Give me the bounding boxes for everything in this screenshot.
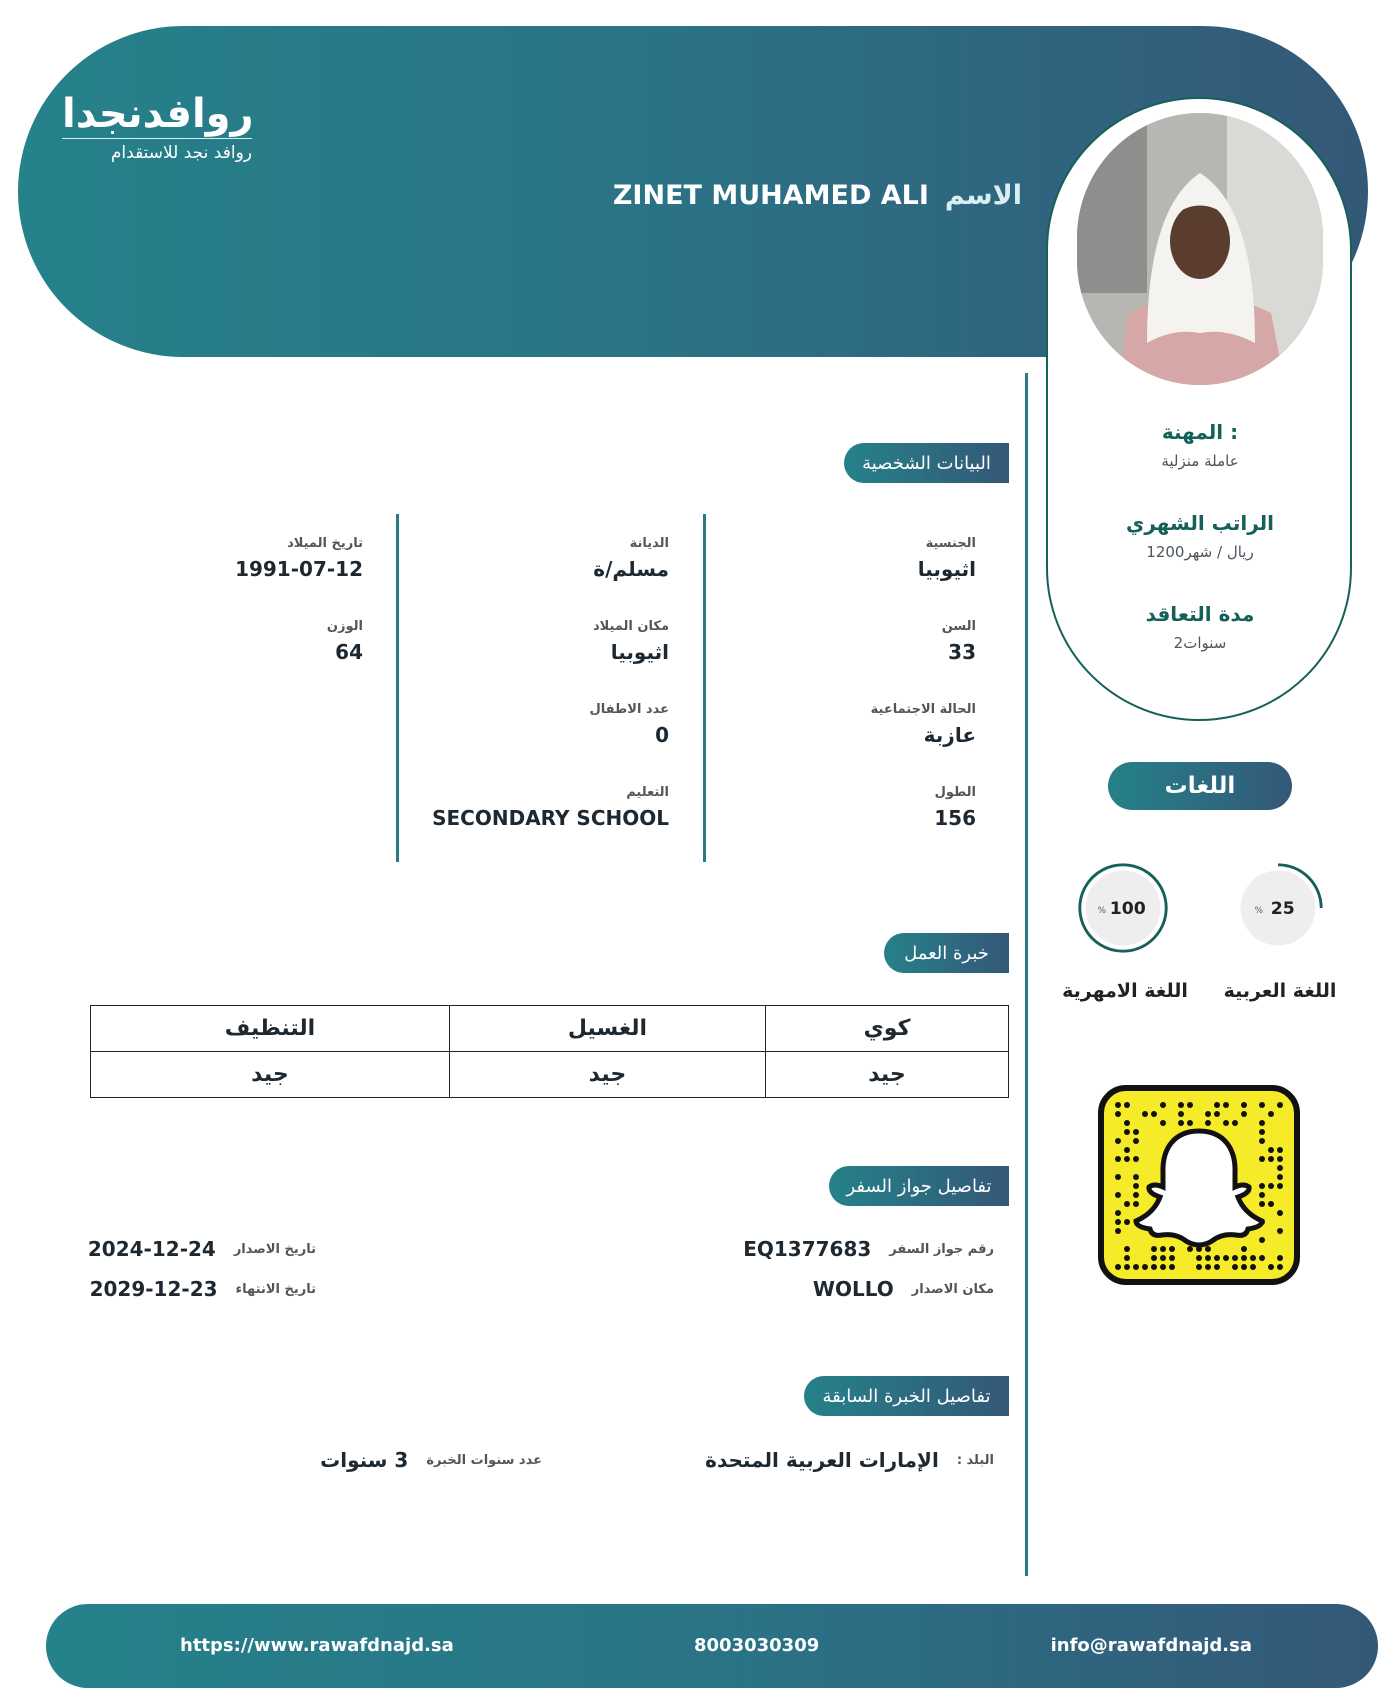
children-count-value: 0 (655, 723, 669, 747)
vertical-divider (1025, 373, 1028, 1576)
passport-issue-label: تاريخ الاصدار (233, 1241, 316, 1257)
children-count-field (399, 702, 669, 785)
snapcode-dot (1133, 1264, 1139, 1270)
snapcode-dot (1214, 1255, 1220, 1261)
snapcode-dot (1133, 1183, 1139, 1189)
age-field (716, 619, 976, 702)
snapcode-dot (1187, 1102, 1193, 1108)
previous-country-label: البلد : (956, 1452, 994, 1468)
snapcode-dot (1124, 1120, 1130, 1126)
snapcode-dot (1259, 1192, 1265, 1198)
snapcode-dot (1142, 1264, 1148, 1270)
age-value: 33 (948, 640, 976, 664)
snapcode-dot (1160, 1246, 1166, 1252)
birthplace-label: مكان الميلاد (592, 619, 669, 634)
snapcode-dot (1124, 1255, 1130, 1261)
snapcode-dot (1124, 1129, 1130, 1135)
snapcode-dot (1124, 1102, 1130, 1108)
snapcode-dot (1187, 1246, 1193, 1252)
snapcode-dot (1259, 1183, 1265, 1189)
snapcode-dot (1268, 1111, 1274, 1117)
birthdate-field (103, 536, 363, 619)
birthplace-value: اثيوبيا (610, 640, 669, 664)
snapcode-dot (1124, 1246, 1130, 1252)
snapcode-dot (1277, 1183, 1283, 1189)
religion-value: مسلم/ة (593, 557, 669, 581)
snapcode-dot (1277, 1147, 1283, 1153)
snapcode-dot (1214, 1111, 1220, 1117)
snapcode-dot (1115, 1111, 1121, 1117)
snapcode-dot (1277, 1228, 1283, 1234)
snapcode-dot (1259, 1102, 1265, 1108)
name-row (613, 180, 1022, 211)
language-arabic (1230, 860, 1326, 960)
snapcode-dot (1124, 1264, 1130, 1270)
snapcode-dot (1151, 1246, 1157, 1252)
skill-header-ironing: كوي (766, 1006, 1009, 1052)
work-experience-title: خبرة العمل (884, 933, 1009, 973)
snapcode-dot (1205, 1111, 1211, 1117)
snapcode-dot (1115, 1138, 1121, 1144)
religion-label: الديانة (629, 536, 669, 551)
passport-issue-row (88, 1237, 316, 1261)
company-logo (62, 92, 252, 163)
footer-bar (46, 1604, 1378, 1688)
snapcode-dot (1268, 1201, 1274, 1207)
snapcode-dot (1151, 1255, 1157, 1261)
snapcode-dot (1232, 1255, 1238, 1261)
contract-value: 2سنوات (1173, 634, 1227, 652)
passport-expiry-row (90, 1277, 316, 1301)
marital-status-field (716, 702, 976, 785)
snapcode-dot (1115, 1174, 1121, 1180)
previous-country-value: الإمارات العربية المتحدة (705, 1448, 939, 1472)
snapcode-dot (1277, 1174, 1283, 1180)
language-amharic (1075, 860, 1171, 960)
snapcode-dot (1241, 1111, 1247, 1117)
height-field (716, 785, 976, 868)
snapcode-dot (1169, 1255, 1175, 1261)
education-label: التعليم (626, 785, 669, 800)
snapcode-dot (1241, 1264, 1247, 1270)
previous-years-row (320, 1448, 542, 1472)
snapcode-dot (1133, 1174, 1139, 1180)
snapcode-dot (1259, 1120, 1265, 1126)
snapcode-dot (1259, 1156, 1265, 1162)
snapcode-dot (1142, 1111, 1148, 1117)
previous-years-value: 3 سنوات (320, 1448, 409, 1472)
skills-value-row (91, 1052, 1009, 1098)
snapcode-dot (1259, 1138, 1265, 1144)
height-label: الطول (934, 785, 976, 800)
arabic-percent: 25 (1270, 898, 1295, 919)
birthplace-field (399, 619, 669, 702)
previous-country-row (705, 1448, 994, 1472)
snapcode-dot (1250, 1264, 1256, 1270)
snapcode-dot (1214, 1102, 1220, 1108)
nationality-value: اثيوبيا (917, 557, 976, 581)
snapcode-dot (1187, 1120, 1193, 1126)
salary-label: الراتب الشهري (1126, 511, 1274, 535)
snapcode-dot (1169, 1264, 1175, 1270)
marital-status-value: عازبة (923, 723, 976, 747)
snapcode-dot (1124, 1147, 1130, 1153)
snapcode-dot (1115, 1219, 1121, 1225)
snapcode-dot (1115, 1228, 1121, 1234)
passport-place-value: WOLLO (812, 1277, 894, 1301)
passport-expiry-value: 2029-12-23 (89, 1277, 218, 1301)
education-value: SECONDARY SCHOOL (432, 806, 669, 830)
previous-years-label: عدد سنوات الخبرة (426, 1452, 542, 1468)
logo-subtitle: روافد نجد للاستقدام (110, 143, 252, 163)
arabic-percent-unit: % (1254, 905, 1263, 916)
skill-header-cleaning: التنظيف (91, 1006, 450, 1052)
personal-data-title: البيانات الشخصية (844, 443, 1009, 483)
snapcode-dot (1160, 1120, 1166, 1126)
snapcode-dot (1178, 1102, 1184, 1108)
snapcode-dot (1205, 1120, 1211, 1126)
snapcode-dot (1124, 1156, 1130, 1162)
passport-title: تفاصيل جواز السفر (829, 1166, 1009, 1206)
salary-value: 1200ريال / شهر (1146, 543, 1254, 561)
logo-divider (62, 138, 252, 139)
marital-status-label: الحالة الاجتماعية (870, 702, 976, 717)
snapcode-dot (1223, 1255, 1229, 1261)
profession-value: عاملة منزلية (1161, 452, 1239, 470)
snapcode-dot (1196, 1264, 1202, 1270)
snapcode-dot (1277, 1264, 1283, 1270)
snapcode-dot (1259, 1129, 1265, 1135)
children-count-label: عدد الاطفال (589, 702, 669, 717)
amharic-percent-unit: % (1097, 905, 1106, 916)
person-photo-illustration (1077, 113, 1323, 385)
snapcode-dot (1151, 1264, 1157, 1270)
amharic-language-name: اللغة الامهرية (1062, 980, 1188, 1002)
logo-mark: روافدنجدا (62, 91, 254, 137)
snapcode-dot (1259, 1201, 1265, 1207)
snapcode-dot (1115, 1156, 1121, 1162)
column-divider-1 (703, 514, 706, 862)
snapcode-dot (1277, 1165, 1283, 1171)
snapcode-dot (1268, 1183, 1274, 1189)
passport-expiry-label: تاريخ الانتهاء (235, 1281, 316, 1297)
height-value: 156 (934, 806, 976, 830)
religion-field (399, 536, 669, 619)
snapcode-dot (1232, 1120, 1238, 1126)
skill-value-washing: جيد (449, 1052, 765, 1098)
snapcode-dot (1160, 1264, 1166, 1270)
snapcode-dot (1196, 1255, 1202, 1261)
birthdate-value: 1991-07-12 (235, 557, 363, 581)
education-field (399, 785, 669, 868)
age-label: السن (941, 619, 976, 634)
snapcode-dot (1133, 1138, 1139, 1144)
snapcode-dot (1133, 1201, 1139, 1207)
snapcode-dot (1133, 1129, 1139, 1135)
personal-column-2 (399, 536, 669, 868)
languages-title: اللغات (1108, 762, 1292, 810)
passport-number-row (743, 1237, 994, 1261)
skills-header-row (91, 1006, 1009, 1052)
snapcode-dot (1268, 1147, 1274, 1153)
nationality-field (716, 536, 976, 619)
snapcode-dot (1223, 1102, 1229, 1108)
weight-field (103, 619, 363, 702)
skills-table (90, 1005, 1009, 1098)
name-label: الاسم (944, 180, 1022, 211)
snapcode-dot (1160, 1255, 1166, 1261)
nationality-label: الجنسية (925, 536, 976, 551)
snapcode-dot (1160, 1102, 1166, 1108)
snapcode-dot (1259, 1255, 1265, 1261)
snapcode-dot (1178, 1120, 1184, 1126)
footer-website-link[interactable]: https://www.rawafdnajd.sa (180, 1635, 454, 1656)
snapcode-dot (1115, 1102, 1121, 1108)
snapcode-dot (1115, 1210, 1121, 1216)
name-value: ZINET MUHAMED ALI (612, 180, 929, 211)
snapcode-dot (1178, 1111, 1184, 1117)
snapcode-dot (1241, 1102, 1247, 1108)
contract-block (1060, 602, 1340, 652)
skill-header-washing: الغسيل (449, 1006, 765, 1052)
snapcode-dot (1268, 1264, 1274, 1270)
snapcode-dot (1151, 1111, 1157, 1117)
snapcode-dot (1259, 1237, 1265, 1243)
footer-phone[interactable]: 8003030309 (694, 1635, 820, 1656)
snapcode-dot (1250, 1255, 1256, 1261)
snapcode-dot (1268, 1156, 1274, 1162)
personal-column-3 (103, 536, 363, 702)
profile-photo (1077, 113, 1323, 385)
snapcode-dot (1124, 1219, 1130, 1225)
arabic-language-name: اللغة العربية (1223, 980, 1337, 1002)
passport-place-label: مكان الاصدار (911, 1281, 994, 1297)
snapchat-qr-icon (1104, 1091, 1294, 1279)
snapcode-dot (1241, 1255, 1247, 1261)
passport-number-value: EQ1377683 (743, 1237, 872, 1261)
passport-issue-value: 2024-12-24 (87, 1237, 216, 1261)
contract-label: مدة التعاقد (1145, 602, 1255, 626)
personal-column-1 (716, 536, 976, 868)
snapcode-dot (1241, 1246, 1247, 1252)
previous-experience-title: تفاصيل الخبرة السابقة (804, 1376, 1009, 1416)
birthdate-label: تاريخ الميلاد (287, 536, 363, 551)
snapcode-dot (1205, 1264, 1211, 1270)
passport-number-label: رقم جواز السفر (889, 1241, 994, 1257)
snapcode-dot (1169, 1246, 1175, 1252)
snapcode-dot (1223, 1120, 1229, 1126)
weight-label: الوزن (326, 619, 363, 634)
passport-place-row (813, 1277, 994, 1301)
amharic-progress-ring (1075, 860, 1171, 956)
snapcode-dot (1277, 1156, 1283, 1162)
snapcode-dot (1115, 1192, 1121, 1198)
skill-value-cleaning: جيد (91, 1052, 450, 1098)
snapcode-dot (1232, 1264, 1238, 1270)
snapcode-dot (1277, 1210, 1283, 1216)
snapcode-dot (1124, 1201, 1130, 1207)
snapcode-dot (1205, 1246, 1211, 1252)
snapcode-dot (1205, 1255, 1211, 1261)
snapcode-dot (1115, 1264, 1121, 1270)
snapchat-code[interactable] (1098, 1085, 1300, 1285)
arabic-progress-ring (1230, 860, 1326, 956)
snapcode-dot (1133, 1192, 1139, 1198)
amharic-percent: 100 (1109, 898, 1146, 919)
snapcode-dot (1277, 1255, 1283, 1261)
profession-label: المهنة : (1161, 420, 1239, 444)
profession-block (1060, 420, 1340, 470)
snapcode-dot (1277, 1102, 1283, 1108)
snapcode-dot (1214, 1264, 1220, 1270)
skill-value-ironing: جيد (766, 1052, 1009, 1098)
footer-email-link[interactable]: info@rawafdnajd.sa (1050, 1635, 1252, 1656)
salary-block (1060, 511, 1340, 561)
weight-value: 64 (335, 640, 363, 664)
snapcode-dot (1133, 1156, 1139, 1162)
